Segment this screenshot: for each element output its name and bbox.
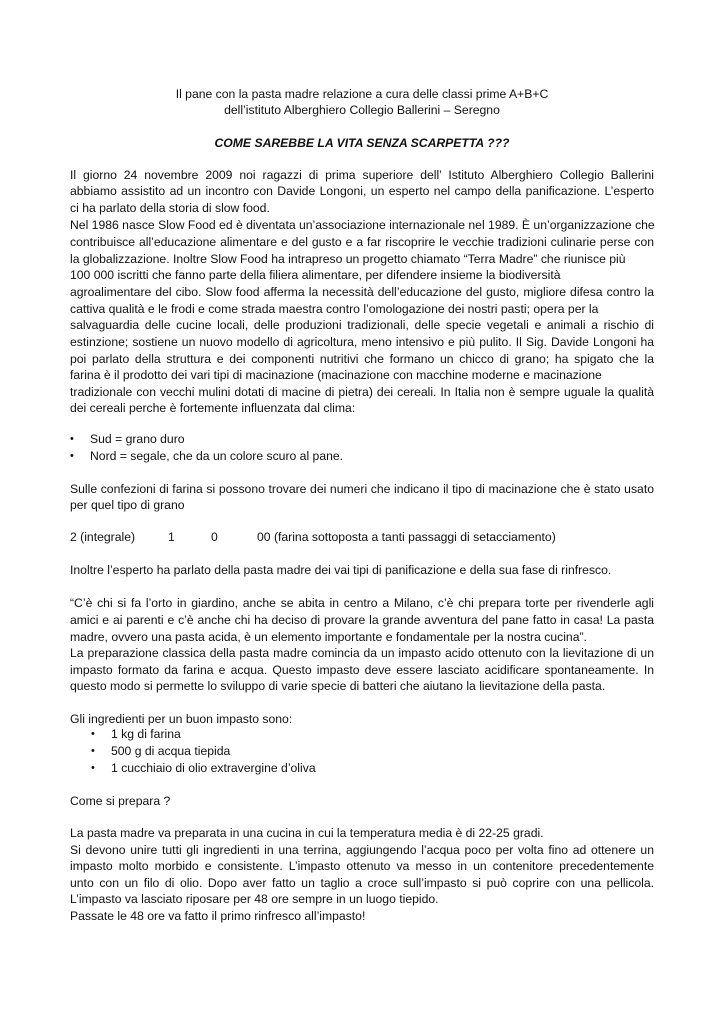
method-line: Si devono unire tutti gli ingredienti in una terrina, aggiungendo l’acqua poco per volta fino ad ottenere un xyxy=(70,843,654,857)
flour-type: 1 xyxy=(168,530,175,544)
method-line: La pasta madre va preparata in una cucina in cui la temperatura media è di 22-25 gradi. xyxy=(70,826,544,840)
flour-type: 0 xyxy=(211,530,218,544)
intro-line: dei cereali perche è fortemente influenzata dal clima: xyxy=(70,401,356,415)
flour-type: 2 (integrale) xyxy=(70,530,136,544)
ingredient-item: 500 g di acqua tiepida xyxy=(111,744,231,758)
flour-text-line: per quel tipo di grano xyxy=(70,498,185,512)
method-line: unto con un filo di olio. Dopo aver fatto un taglio a croce sull’impasto si può coprire con una pellicola. xyxy=(70,876,654,890)
intro-line: Nel 1986 nasce Slow Food ed è diventata un’associazione internazionale nel 1989. È un’organizzazione che xyxy=(70,218,655,232)
quote-line: madre, ovvero una pasta acida, è un elemento importante e fondamentale per la nostra cucina”. xyxy=(70,630,587,644)
quote-line: “C’è chi si fa l’orto in giardino, anche se abita in centro a Milano, c’è chi prepara torte per rivenderle agli xyxy=(70,596,654,610)
intro-line: agroalimentare del cibo. Slow food afferma la necessità dell’educazione del gusto, migliore difesa contro la xyxy=(70,285,654,299)
bullet-icon: • xyxy=(70,450,74,462)
method-line: Passate le 48 ore va fatto il primo rinfresco all’impasto! xyxy=(70,909,366,923)
intro-line: 100 000 iscritti che fanno parte della filiera alimentare, per difendere insieme la biodiversità xyxy=(70,268,561,282)
bullet-icon: • xyxy=(91,762,95,774)
intro-line: estinzione; sostiene un nuovo modello di agricoltura, meno intensivo e più pulito. Il Sig. Davide Longoni ha xyxy=(70,335,654,349)
document-title: COME SAREBBE LA VITA SENZA SCARPETTA ??? xyxy=(214,136,510,150)
intro-line: la globalizzazione. Inoltre Slow Food ha intrapreso un progetto chiamato “Terra Madre” che riunisce più xyxy=(70,252,626,266)
bullet-icon: • xyxy=(91,728,95,740)
method-line: L’impasto va lasciato riposare per 48 ore sempre in un luogo tiepido. xyxy=(70,892,439,906)
list-item: Sud = grano duro xyxy=(90,432,185,446)
header-line-2: dell’istituto Alberghiero Collegio Ballerini – Seregno xyxy=(224,103,500,117)
quote-line: questo modo si permette lo sviluppo di varie specie di batteri che aiutano la lievitazione della pasta. xyxy=(70,679,606,693)
intro-line: salvaguardia delle cucine locali, delle produzioni tradizionali, delle specie vegetali e animali a rischio di xyxy=(70,318,654,332)
intro-line: tradizionale con vecchi mulini dotati di macine di pietra) dei cereali. In Italia non è sempre uguale la qualità xyxy=(70,385,654,399)
intro-line: farina è il prodotto dei vari tipi di macinazione (macinazione con macchine moderne e macinazione xyxy=(70,368,602,382)
intro-line: contribuisce all’educazione alimentare e del gusto e a far riscoprire le vecchie tradizioni culinarie perse con xyxy=(70,235,654,249)
method-line: impasto molto morbido e consistente. L’impasto ottenuto va messo in un contenitore precedentemente xyxy=(70,859,654,873)
intro-line: ci ha parlato della storia di slow food. xyxy=(70,201,270,215)
ingredient-item: 1 cucchiaio di olio extravergine d’oliva xyxy=(111,761,316,775)
quote-line: La preparazione classica della pasta madre comincia da un impasto acido ottenuto con la lievitazione di un xyxy=(70,646,654,660)
intro-line: cattiva qualità e le frodi e come strada maestra contro l’omologazione dei nostri pasti; opera per la xyxy=(70,302,599,316)
intro-line: abbiamo assistito ad un incontro con Davide Longoni, un esperto nel campo della panificazione. L’esperto xyxy=(70,184,654,198)
bullet-icon: • xyxy=(70,433,74,445)
flour-text-line: Sulle confezioni di farina si possono trovare dei numeri che indicano il tipo di macinazione che è stato usato xyxy=(70,482,654,496)
quote-line: amici e ai parenti e c’è anche chi ha deciso di provare la grande avventura del pane fatto in casa! La pasta xyxy=(70,613,654,627)
ingredients-heading: Gli ingredienti per un buon impasto sono: xyxy=(70,712,293,726)
how-heading: Come si prepara ? xyxy=(70,794,171,808)
intro-line: poi parlato della struttura e dei componenti nutritivi che formano un chicco di grano; ha spigato che la xyxy=(70,352,654,366)
header-line-1: Il pane con la pasta madre relazione a cura delle classi prime A+B+C xyxy=(175,87,549,101)
expert-line: Inoltre l’esperto ha parlato della pasta madre dei vai tipi di panificazione e della sua fase di rinfresco. xyxy=(70,563,612,577)
bullet-icon: • xyxy=(91,745,95,757)
quote-line: impasto formato da farina e acqua. Questo impasto deve essere lasciato acidificare spontaneamente. In xyxy=(70,663,654,677)
ingredient-item: 1 kg di farina xyxy=(111,727,181,741)
intro-line: Il giorno 24 novembre 2009 noi ragazzi di prima superiore dell’ Istituto Alberghiero Collegio Ballerini xyxy=(70,168,654,182)
list-item: Nord = segale, che da un colore scuro al pane. xyxy=(90,449,344,463)
flour-type: 00 (farina sottoposta a tanti passaggi di setacciamento) xyxy=(257,530,556,544)
